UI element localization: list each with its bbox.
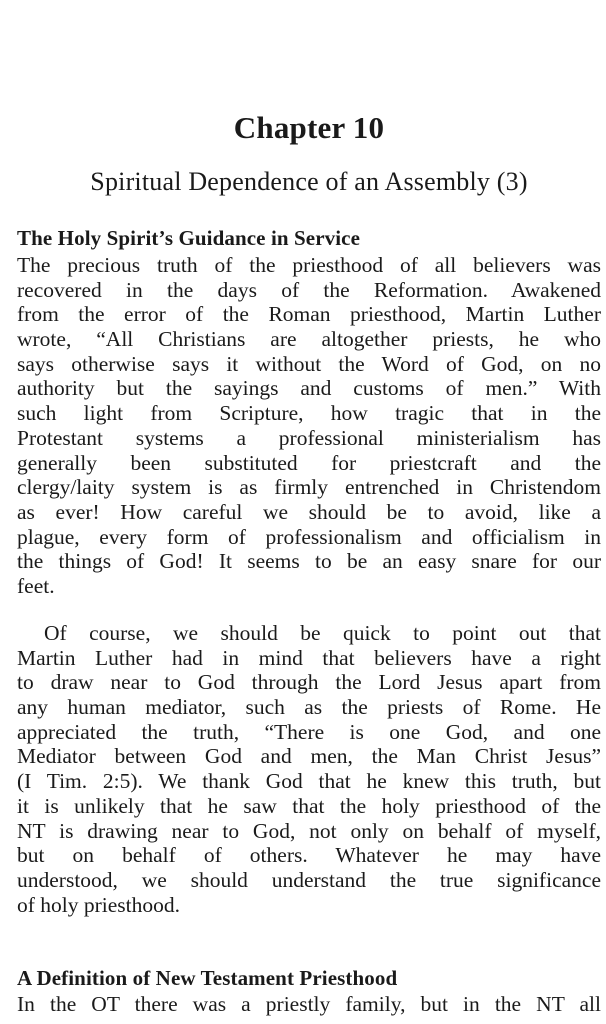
text-line: any human mediator, such as the priests of Rome. He — [17, 695, 601, 720]
text-line: to draw near to God through the Lord Jesus apart from — [17, 670, 601, 695]
text-line: as ever! How careful we should be to avoid, like a — [17, 499, 601, 524]
paragraph-priesthood-reformation — [17, 253, 601, 599]
text-line: such light from Scripture, how tragic that in the — [17, 401, 601, 426]
text-line: Martin Luther had in mind that believers have a right — [17, 645, 601, 670]
book-page — [17, 0, 601, 1024]
text-line: generally been substituted for priestcraft and the — [17, 450, 601, 475]
paragraph-luther-mediator — [17, 621, 601, 917]
text-line: In the OT there was a priestly family, but in the NT all — [17, 992, 601, 1016]
text-line: of holy priesthood. — [17, 892, 181, 917]
text-line: (I Tim. 2:5). We thank God that he knew this truth, but — [17, 769, 601, 794]
chapter-subtitle: Spiritual Dependence of an Assembly (3) — [90, 167, 528, 196]
section-heading-definition: A Definition of New Testament Priesthood — [17, 966, 398, 990]
text-line: recovered in the days of the Reformation. Awakened — [17, 277, 601, 302]
text-line: from the error of the Roman priesthood, Martin Luther — [17, 302, 601, 327]
text-line: the things of God! It seems to be an easy snare for our — [17, 549, 601, 574]
text-line: feet. — [17, 573, 55, 598]
text-line: plague, every form of professionalism and officialism in — [17, 524, 601, 549]
text-line: it is unlikely that he saw that the holy priesthood of the — [17, 793, 601, 818]
text-line: appreciated the truth, “There is one God, and one — [17, 719, 601, 744]
text-line: wrote, “All Christians are altogether priests, he who — [17, 327, 601, 352]
text-line: NT is drawing near to God, not only on behalf of myself, — [17, 818, 601, 843]
text-line: Of course, we should be quick to point out that — [44, 621, 601, 645]
chapter-title: Chapter 10 — [233, 110, 385, 145]
text-line: understood, we should understand the true significance — [17, 867, 601, 892]
text-line: authority but the sayings and customs of men.” With — [17, 376, 601, 401]
section-heading-guidance: The Holy Spirit’s Guidance in Service — [17, 226, 361, 250]
text-line: clergy/laity system is as firmly entrenched in Christendom — [17, 475, 601, 500]
text-line: The precious truth of the priesthood of all believers was — [17, 253, 601, 277]
text-line: Protestant systems a professional ministerialism has — [17, 425, 601, 450]
text-line: Mediator between God and men, the Man Christ Jesus” — [17, 744, 601, 769]
text-line: says otherwise says it without the Word of God, on no — [17, 351, 601, 376]
text-line: but on behalf of others. Whatever he may have — [17, 843, 601, 868]
paragraph-ot-priestly-family — [17, 992, 601, 1017]
